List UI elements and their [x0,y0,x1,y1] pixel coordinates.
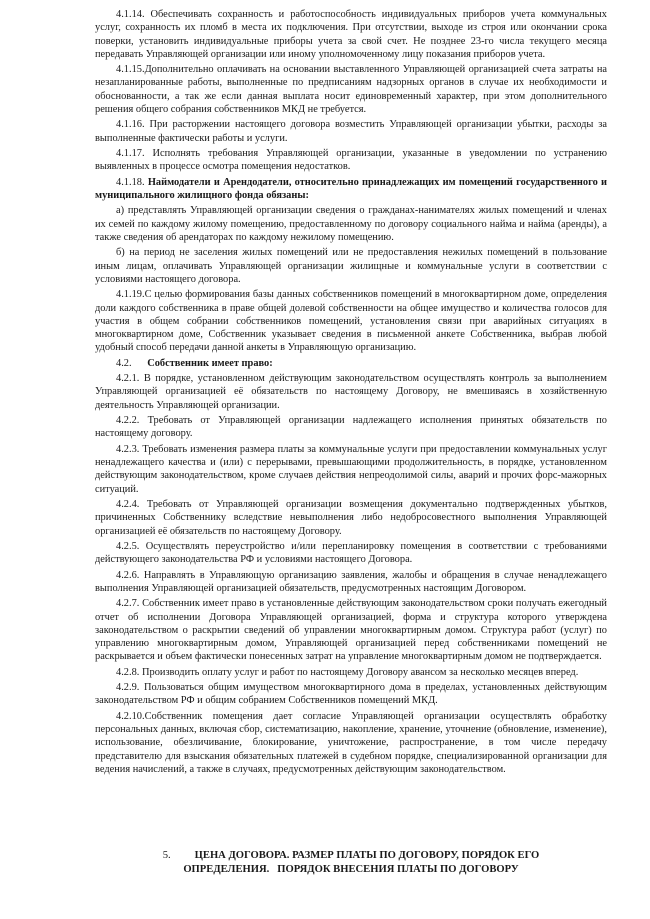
clause-number: 4.2.2. [116,415,140,427]
clause-number: 4.2.4. [116,499,140,510]
clause-bold-heading: Наймодатели и Арендодатели, относительно принадлежащих им помещений государственного и муниципального жилищного фонда обязаны: [95,176,607,201]
clause-text: Исполнять требования Управляющей организации, указанные в уведомлении по устранению выявленных в процессе осмотра помещения недостатков. [95,148,607,173]
clause-4-2-6 [95,569,607,596]
clause-number: 4.1.15. [116,64,145,76]
clause-text: Требовать от Управляющей организации возмещения документально подтвержденных убытков, причиненных Собственнику вследствие невыполнения либо недобросовестного выполнения Управляющей организацией её обязательств по настоящему Договору. [95,499,607,537]
clause-number: 4.2.5. [116,540,140,552]
clause-number: 4.2. [116,357,132,369]
clause-4-1-18 [95,176,607,203]
clause-number: 4.1.17. [116,148,145,160]
clause-number: 4.1.14. [116,9,145,20]
section-number: 5. [162,850,171,861]
clause-4-2-3 [95,443,607,496]
clause-text: б) на период не заселения жилых помещений или не предоставления нежилых помещений в пользование иным лицам, оплачивать Управляющей организации жилищные и коммунальные услуги в соответствии с условиями настоящего договора. [95,247,607,285]
clause-4-2-1 [95,372,607,412]
clause-text: Осуществлять переустройство и/или перепланировку помещения в соответствии с требованиями действующего законодательства РФ и условиями настоящего Договора. [95,540,607,566]
clause-text: В порядке, установленном действующим законодательством осуществлять контроль за выполнением Управляющей организацией её обязательств по настоящему Договору, не вмешиваясь в хозяйственную деятельность Управляющей организации. [95,373,607,411]
clause-text: Пользоваться общим имуществом многоквартирного дома в пределах, установленных действующим законодательством РФ и общим собранием Собственников помещений МКД. [95,682,607,707]
section-heading-line-1 [95,849,607,863]
clause-text: Требовать изменения размера платы за коммунальные услуги при предоставлении коммунальных услуг ненадлежащего качества и (или) с перерывами, превышающими продолжительность, в порядке, установленном действующим законодательством, кроме случаев действия непреодолимой силы, аварий и прочих форс-мажорных ситуаций. [95,443,607,495]
clause-4-1-18-a [95,204,607,244]
clause-4-1-17 [95,147,607,174]
clause-4-1-18-b [95,246,607,286]
clause-number: 4.2.10. [116,710,145,722]
clause-number: 4.1.18. [116,176,145,188]
clause-4-2-10 [95,710,607,776]
clause-number: 4.2.1. [116,373,140,385]
clause-4-2 [95,357,607,370]
section-title-part-1: ЦЕНА ДОГОВОРА. РАЗМЕР ПЛАТЫ ПО ДОГОВОРУ, ПОРЯДОК ЕГО [194,850,540,861]
clause-bold-heading: Собственник имеет право: [147,357,273,369]
clause-4-1-16 [95,118,607,145]
section-5-heading [95,849,607,876]
clause-number: 4.2.7. [116,598,140,610]
contract-page-body [95,8,607,778]
clause-number: 4.2.9. [116,682,140,694]
clause-4-1-14 [95,8,607,61]
clause-text: Направлять в Управляющую организацию заявления, жалобы и обращения в случае ненадлежащего выполнения Управляющей организацией обязательств, предусмотренных настоящим Договором. [95,569,607,594]
clause-number: 4.2.6. [116,569,140,581]
clause-4-2-9 [95,681,607,708]
clause-text: а) представлять Управляющей организации сведения о гражданах-нанимателях жилых помещений и членах их семей по каждому жилому помещению, предоставленному по договору социального найма и найма (аренды), а также сведения об арендаторах по каждому нежилому помещению. [95,205,607,243]
clause-text: Обеспечивать сохранность и работоспособность индивидуальных приборов учета коммунальных услуг, сохранность их пломб в места их подключения. При отсутствии, выходе из строя или окончании срока поверки, установить индивидуальные приборы учета за свой счет. Не позднее 23-го числа текущего месяца передавать Управляющей организации или иному уполномоченному лицу показания приборов учета. [95,9,607,60]
clause-4-2-8 [95,666,607,679]
clause-text: Собственник помещения дает согласие Управляющей организации осуществлять обработку персональных данных, включая сбор, систематизацию, накопление, хранение, уточнение (обновление, изменение), использование, обезличивание, блокирование, уничтожение, распространение, в том числе передачу представителю для взыскания обязательных платежей в судебном порядке, специализированной организации для ведения начислений, а также в случаях, предусмотренных действующим законодательством. [95,710,607,775]
clause-4-1-19 [95,288,607,354]
clause-4-2-5 [95,540,607,567]
clause-text: Собственник имеет право в установленные действующим законодательством сроки получать ежегодный отчет об исполнении Договора Управляющей организацией, форма и структура которого утверждена законодательством о раскрытии сведений об управлении многоквартирным домом. Структура работ (услуг) по управлению многоквартирным домом, Управляющей организацией перед собственниками помещений не раскрывается и объем фактически понесенных затрат на управление многоквартирным домом не подтверждается. [95,598,607,663]
clause-4-1-15 [95,63,607,116]
clause-4-2-7 [95,597,607,663]
section-title-part-2: ОПРЕДЕЛЕНИЯ. ПОРЯДОК ВНЕСЕНИЯ ПЛАТЫ ПО ДОГОВОРУ [183,863,519,875]
clause-text: Производить оплату услуг и работ по настоящему Договору авансом за несколько месяцев вперед. [142,666,579,678]
clause-number: 4.1.16. [116,119,145,131]
clause-text: Дополнительно оплачивать на основании выставленного Управляющей организацией счета затраты на незапланированные работы, выполненные по предписаниям надзорных органов в случае их необходимости и обоснованности, а так же если данная выплата носит единовременный характер, при этом дополнительного решения общего собрания собственников МКД не требуется. [95,64,607,115]
clause-number: 4.2.8. [116,666,140,678]
clause-number: 4.1.19. [116,289,145,301]
clause-text: Требовать от Управляющей организации надлежащего исполнения принятых обязательств по настоящему договору. [95,415,607,440]
clause-4-2-2 [95,414,607,441]
clause-number: 4.2.3. [116,443,140,455]
clause-text: С целью формирования базы данных собственников помещений в многоквартирном доме, определения доли каждого собственника в праве общей долевой собственности на общее имущество и количества голосов для участия в общем собрании собственников помещений, установления связи при аварийных ситуациях в многоквартирном доме, Собственник указывает сведения в письменной анкете Собственника, выбрав любой удобный способ передачи данной анкеты в Управляющую организацию. [95,289,607,354]
clause-text: При расторжении настоящего договора возместить Управляющей организации убытки, расходы за выполненные фактически работы и услуги. [95,119,607,144]
clause-4-2-4 [95,498,607,538]
